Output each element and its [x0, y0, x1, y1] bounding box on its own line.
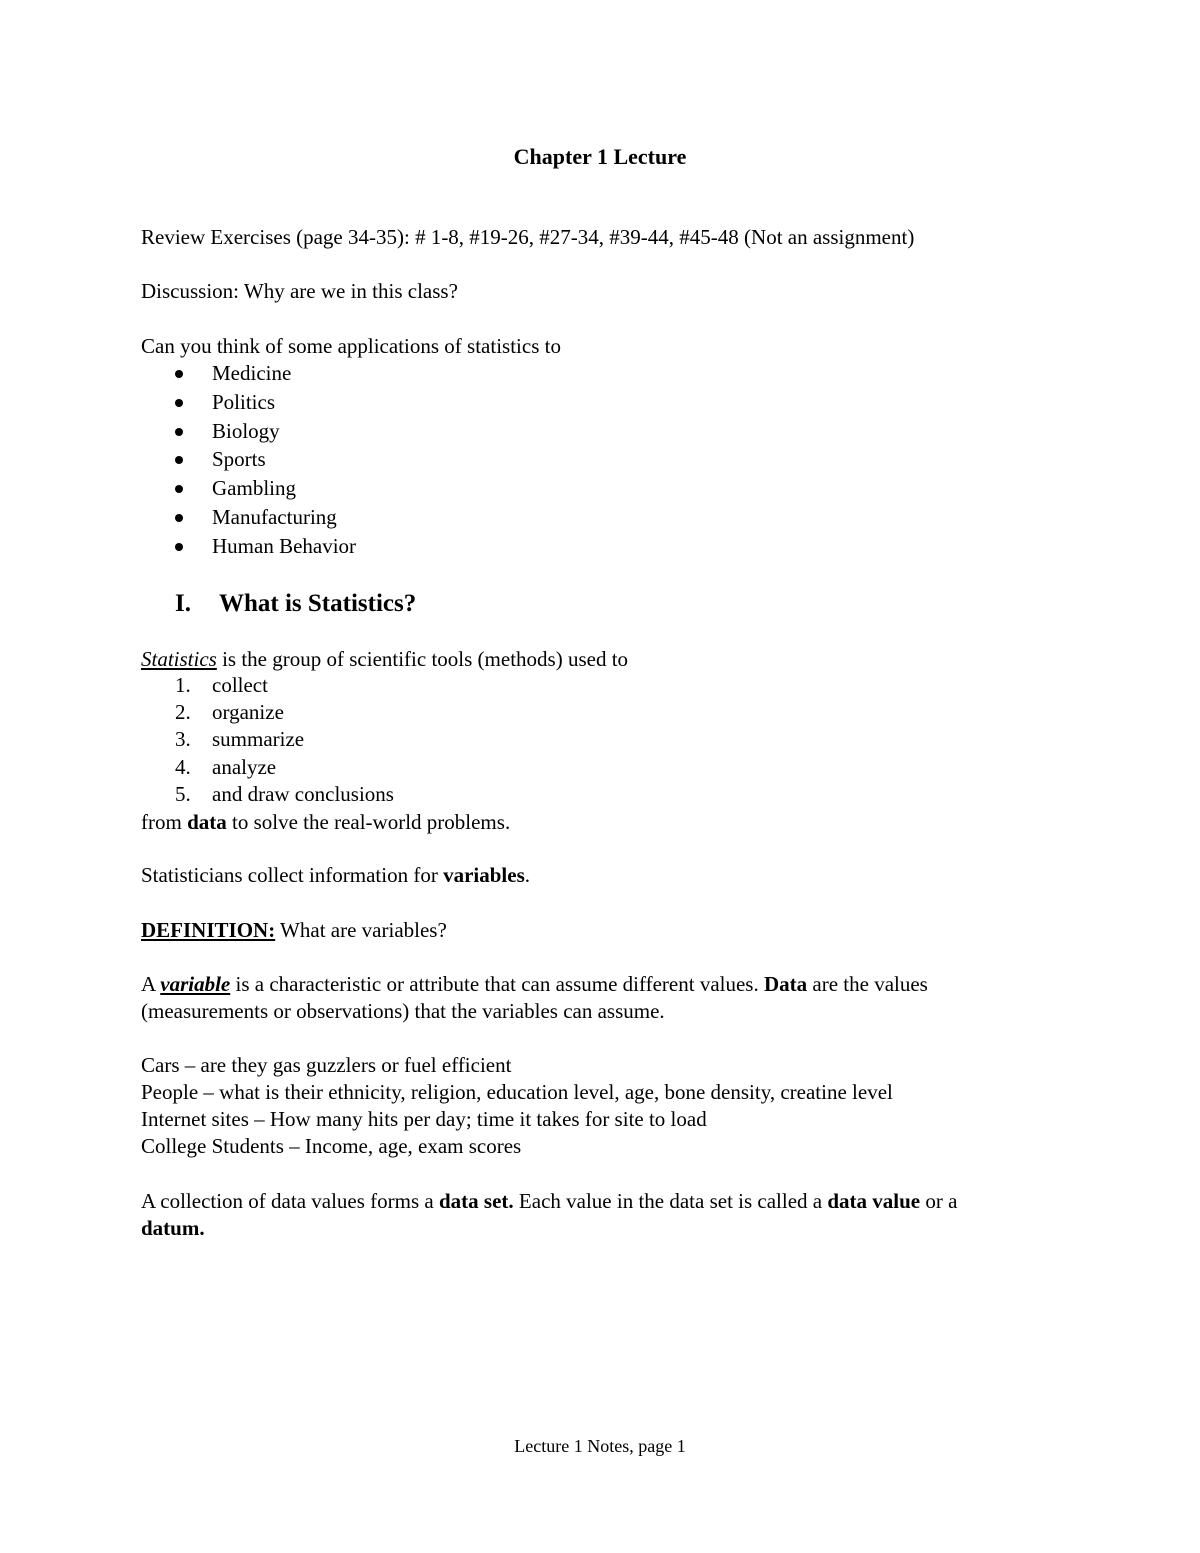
bullet-icon [175, 514, 183, 522]
statisticians-line: Statisticians collect information for variables. [141, 863, 531, 887]
applications-intro: Can you think of some applications of statistics to [141, 334, 561, 358]
list-item: 4. analyze [175, 754, 277, 779]
list-item: 5. and draw conclusions [175, 781, 394, 806]
list-item: 2. organize [175, 700, 284, 725]
review-exercises: Review Exercises (page 34-35): # 1-8, #19-26, #27-34, #39-44, #45-48 (Not an assignment) [141, 225, 915, 249]
variable-definition: A variable is a characteristic or attribute that can assume different values. Data are the values [141, 972, 928, 996]
statistics-definition: Statistics is the group of scientific tools (methods) used to [141, 647, 629, 671]
page-footer: Lecture 1 Notes, page 1 [514, 1436, 686, 1456]
section-numeral: I. [175, 590, 191, 617]
example-line: College Students – Income, age, exam scores [141, 1134, 522, 1158]
discussion-line: Discussion: Why are we in this class? [141, 279, 458, 303]
list-item: Human Behavior [141, 532, 356, 561]
bullet-icon [175, 370, 183, 378]
list-item: Gambling [141, 474, 356, 503]
from-data-line: from data to solve the real-world problems. [141, 810, 511, 834]
bullet-icon [175, 399, 183, 407]
applications-list [141, 359, 356, 561]
variable-definition-cont: (measurements or observations) that the variables can assume. [141, 999, 665, 1023]
list-item: Sports [141, 445, 356, 474]
definition-label: DEFINITION: [141, 918, 276, 942]
definition-line: DEFINITION: What are variables? [141, 918, 447, 942]
bullet-icon [175, 456, 183, 464]
list-item: Politics [141, 388, 356, 417]
statistics-term: Statistics [141, 647, 217, 671]
list-item: 1. collect [175, 673, 268, 697]
section-heading [141, 588, 416, 620]
list-item: Manufacturing [141, 503, 356, 532]
list-item: Biology [141, 417, 356, 446]
section-title: What is Statistics? [219, 590, 417, 617]
example-line: Internet sites – How many hits per day; time it takes for site to load [141, 1107, 707, 1131]
list-item: Medicine [141, 359, 356, 388]
dataset-line: A collection of data values forms a data set. Each value in the data set is called a data value or a [141, 1189, 958, 1213]
page-title: Chapter 1 Lecture [513, 144, 687, 169]
example-line: Cars – are they gas guzzlers or fuel efficient [141, 1053, 512, 1077]
variable-term: variable [160, 972, 231, 996]
example-line: People – what is their ethnicity, religion, education level, age, bone density, creatine level [141, 1080, 893, 1104]
document-page [141, 0, 1071, 1553]
bullet-icon [175, 485, 183, 493]
bullet-icon [175, 543, 183, 551]
bullet-icon [175, 428, 183, 436]
dataset-line-cont: datum. [141, 1216, 205, 1240]
statistics-steps [141, 672, 394, 808]
list-item: 3. summarize [175, 727, 305, 752]
